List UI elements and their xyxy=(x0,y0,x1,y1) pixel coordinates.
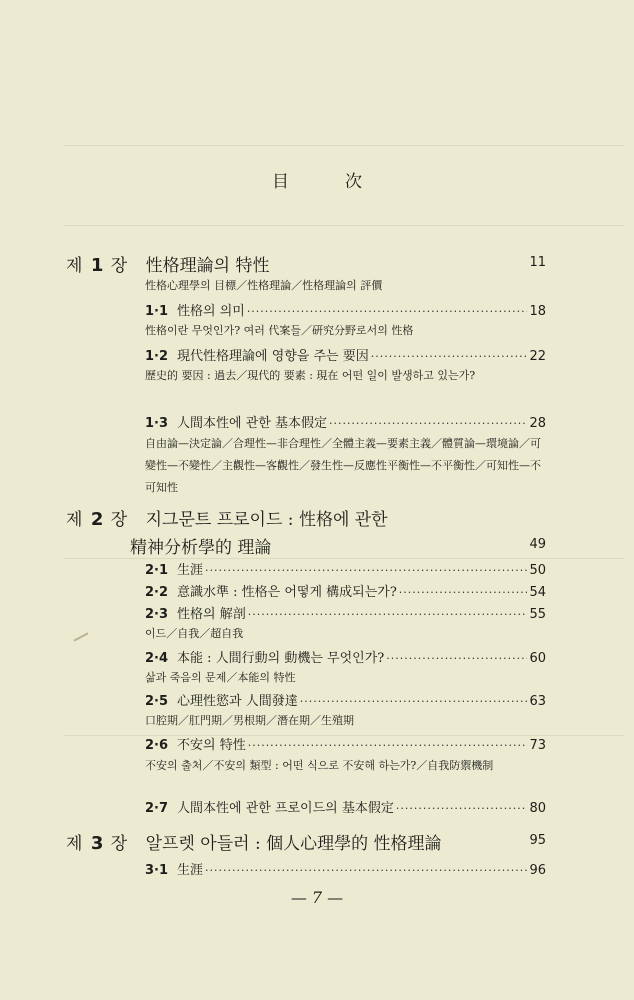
chapter-label: 제 xyxy=(66,510,84,530)
leader-dots xyxy=(205,864,527,877)
section-page: 60 xyxy=(529,651,546,666)
section-2-3-topics: 이드／自我／超自我 xyxy=(145,627,244,640)
chapter-number: 3 xyxy=(90,833,104,854)
section-number: 3·1 xyxy=(145,863,169,878)
leader-dots xyxy=(248,608,528,621)
chapter-label: 제 xyxy=(66,256,84,276)
section-title: 心理性慾과 人間發達 xyxy=(177,694,298,709)
section-1-2-topics: 歷史的 要因 : 過去／現代的 要素 : 現在 어떤 일이 발생하고 있는가? xyxy=(145,369,476,382)
chapter-number: 1 xyxy=(90,255,104,276)
section-title: 生涯 xyxy=(177,863,204,878)
section-number: 2·7 xyxy=(145,801,169,816)
chapter-number: 2 xyxy=(90,509,104,530)
section-2-1[interactable] xyxy=(145,559,546,579)
leader-dots xyxy=(371,350,528,363)
leader-dots xyxy=(205,564,527,577)
section-3-1[interactable] xyxy=(145,859,546,879)
section-2-3[interactable] xyxy=(145,603,546,623)
section-page: 22 xyxy=(529,349,546,364)
pencil-mark xyxy=(73,632,88,641)
section-page: 63 xyxy=(529,694,546,709)
section-title: 人間本性에 관한 프로이드의 基本假定 xyxy=(177,801,394,816)
section-number: 2·3 xyxy=(145,607,169,622)
title-char-left: 目 xyxy=(272,172,289,192)
section-page: 96 xyxy=(529,863,546,878)
section-page: 73 xyxy=(529,738,546,753)
section-page: 54 xyxy=(529,585,546,600)
chapter-title: 지그문트 프로이드 : 性格에 관한 xyxy=(145,510,388,530)
chapter-suffix: 장 xyxy=(110,510,129,530)
section-1-3[interactable] xyxy=(145,412,546,432)
section-number: 2·4 xyxy=(145,651,169,666)
chapter-title: 알프렛 아들러 : 個人心理學的 性格理論 xyxy=(145,834,442,854)
page-number-footer: — 7 — xyxy=(290,888,344,907)
section-1-2[interactable] xyxy=(145,345,546,365)
chapter-label: 제 xyxy=(66,834,84,854)
title-char-right: 次 xyxy=(345,172,362,192)
section-number: 2·2 xyxy=(145,585,169,600)
section-title: 本能 : 人間行動의 動機는 무엇인가? xyxy=(177,651,385,666)
section-2-4[interactable] xyxy=(145,647,546,667)
section-title: 性格의 의미 xyxy=(177,304,245,319)
section-1-1[interactable] xyxy=(145,300,546,320)
chapter-suffix: 장 xyxy=(110,834,129,854)
bleed-through-line xyxy=(64,145,624,146)
section-page: 50 xyxy=(529,563,546,578)
section-number: 2·1 xyxy=(145,563,169,578)
section-title: 生涯 xyxy=(177,563,204,578)
section-1-1-topics: 性格이란 무엇인가? 여러 代案들／硏究分野로서의 性格 xyxy=(145,324,414,337)
chapter-page: 11 xyxy=(529,255,546,270)
leader-dots xyxy=(396,802,528,815)
section-2-5[interactable] xyxy=(145,690,546,710)
section-2-7[interactable] xyxy=(145,797,546,817)
section-number: 1·2 xyxy=(145,349,169,364)
chapter-title-cont: 精神分析學的 理論 xyxy=(130,538,272,558)
bleed-through-line xyxy=(64,225,624,226)
section-number: 1·3 xyxy=(145,416,169,431)
chapter-page: 95 xyxy=(529,833,546,848)
section-title: 性格의 解剖 xyxy=(177,607,246,622)
section-title: 現代性格理論에 영향을 주는 要因 xyxy=(177,349,369,364)
section-title: 不安의 特性 xyxy=(177,738,246,753)
leader-dots xyxy=(247,305,528,318)
section-2-6-topics: 不安의 출처／不安의 類型 : 어떤 식으로 不安해 하는가?／自我防禦機制 xyxy=(145,759,494,772)
leader-dots xyxy=(386,652,527,665)
section-page: 18 xyxy=(529,304,546,319)
chapter-3-heading[interactable] xyxy=(66,829,546,854)
leader-dots xyxy=(329,417,528,430)
section-2-6[interactable] xyxy=(145,734,546,754)
chapter-page: 49 xyxy=(529,537,546,552)
leader-dots xyxy=(399,586,528,599)
chapter-1-intro: 性格心理學의 目標／性格理論／性格理論의 評價 xyxy=(145,279,383,292)
section-title: 人間本性에 관한 基本假定 xyxy=(177,416,327,431)
chapter-suffix: 장 xyxy=(110,256,129,276)
section-1-3-topics: 自由論—決定論／合理性—非合理性／全體主義—要素主義／體質論—環境論／可變性—不變性／主觀性—客觀性／發生性—反應性平衡性—不平衡性／可知性—不可知性 xyxy=(145,437,541,494)
section-number: 2·5 xyxy=(145,694,169,709)
section-page: 28 xyxy=(529,416,546,431)
section-page: 55 xyxy=(529,607,546,622)
section-2-5-topics: 口腔期／肛門期／男根期／潛在期／生殖期 xyxy=(145,714,354,727)
section-2-4-topics: 삶과 죽음의 문제／本能의 特性 xyxy=(145,671,296,684)
section-page: 80 xyxy=(529,801,546,816)
section-2-2[interactable] xyxy=(145,581,546,601)
leader-dots xyxy=(248,739,528,752)
chapter-1-heading[interactable] xyxy=(66,251,546,276)
chapter-2-heading[interactable] xyxy=(66,505,546,530)
page-title xyxy=(0,167,634,192)
leader-dots xyxy=(300,695,528,708)
section-number: 1·1 xyxy=(145,304,169,319)
chapter-2-heading-cont[interactable] xyxy=(130,533,546,558)
chapter-title: 性格理論의 特性 xyxy=(145,256,270,276)
section-title: 意識水準 : 性格은 어떻게 構成되는가? xyxy=(177,585,397,600)
section-number: 2·6 xyxy=(145,738,169,753)
